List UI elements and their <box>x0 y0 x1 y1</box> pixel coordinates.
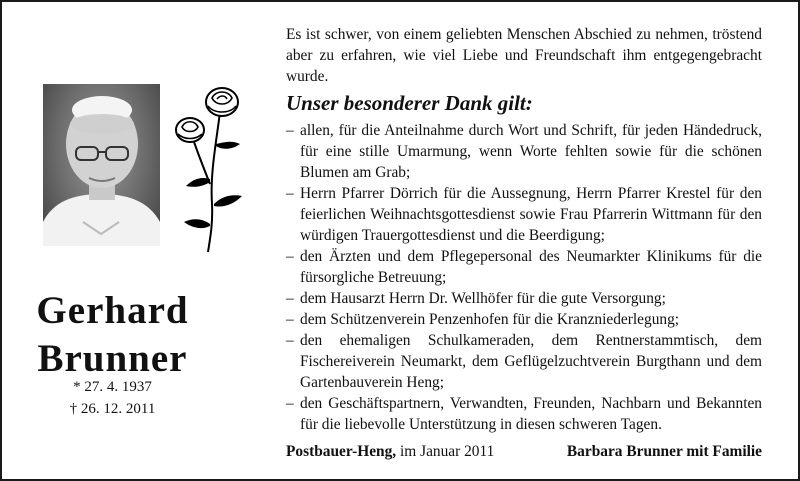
death-date: † 26. 12. 2011 <box>69 401 156 417</box>
intro-text: Es ist schwer, von einem geliebten Menschen Abschied zu nehmen, tröstend aber zu erfahren, wie viel Liebe und Freundschaft ihm entgegengebracht wurde. <box>286 26 762 85</box>
list-item: – dem Hausarzt Herrn Dr. Wellhöfer für die gute Versorgung; <box>286 288 762 309</box>
list-item: – den ehemaligen Schulkameraden, dem Rentnerstammtisch, dem Fischereiverein Neumarkt, dem Geflügelzuchtverein Burgthann und dem Gartenbauverein Heng; <box>286 330 762 393</box>
family-signature: Barbara Brunner mit Familie <box>566 443 762 460</box>
rose-icon <box>170 84 252 254</box>
place: Postbauer-Heng, <box>286 443 397 460</box>
list-item: – den Geschäftspartnern, Verwandten, Freunden, Nachbarn und Bekannten für die liebevolle Unterstützung in diesen schweren Tagen. <box>286 393 762 435</box>
portrait-photo <box>43 84 160 246</box>
thanks-heading: Unser besonderer Dank gilt: <box>286 91 533 115</box>
list-item: – Herrn Pfarrer Dörrich für die Aussegnung, Herrn Pfarrer Krestel für den feierlichen Weihnachtsgottesdienst sowie Frau Pfarrerin Wittmann für den würdigen Trauergottesdienst und die Beerdigung; <box>286 183 762 246</box>
thanks-list <box>286 120 762 435</box>
list-item: – den Ärzten und dem Pflegepersonal des Neumarkter Klinikums für die fürsorgliche Betreuung; <box>286 246 762 288</box>
birth-date: * 27. 4. 1937 <box>73 379 152 395</box>
place-and-date <box>286 443 494 461</box>
deceased-first-name: Gerhard <box>36 289 189 332</box>
list-item: – dem Schützenverein Penzenhofen für die Kranzniederlegung; <box>286 309 762 330</box>
list-item: – allen, für die Anteilnahme durch Wort und Schrift, für jeden Händedruck, für eine stille Umarmung, wenn Worte fehlten sowie für die schönen Blumen am Grab; <box>286 120 762 183</box>
date-text: im Januar 2011 <box>396 443 495 460</box>
deceased-last-name: Brunner <box>37 337 188 380</box>
